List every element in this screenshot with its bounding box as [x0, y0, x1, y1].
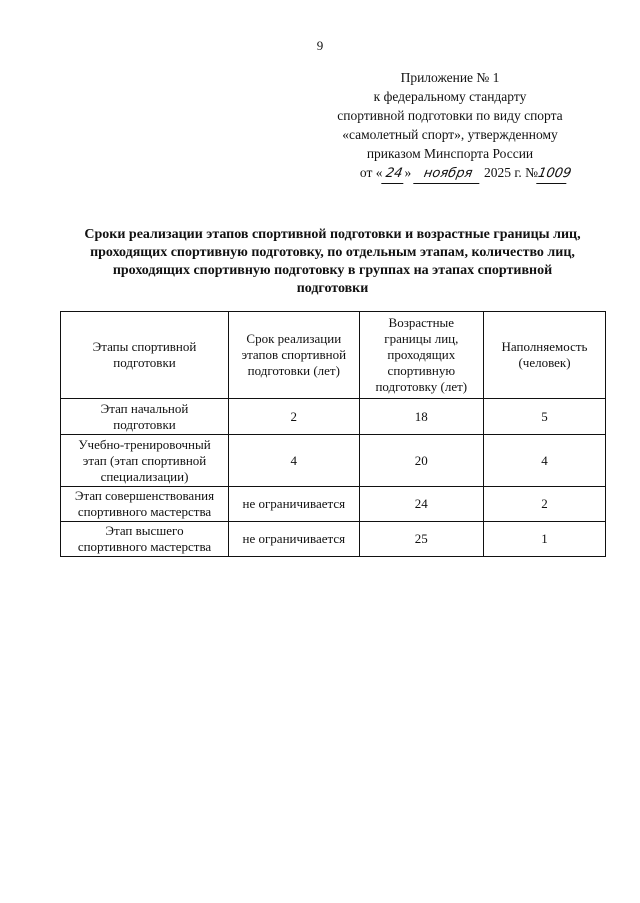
table-row: [61, 435, 606, 487]
header-text: проходящих: [387, 347, 456, 362]
appendix-line: «самолетный спорт», утвержденному: [342, 127, 558, 142]
cell-age: 25: [359, 522, 483, 557]
header-text: подготовки: [113, 355, 176, 370]
page-number: 9: [316, 38, 324, 53]
cell-age: 18: [359, 399, 483, 435]
cell-text: Этап совершенствования: [74, 488, 215, 503]
cell-text: спортивного мастерства: [77, 504, 212, 519]
header-text: Срок реализации: [246, 331, 342, 346]
order-number-handwritten: 1009: [536, 164, 570, 184]
title-line: подготовки: [296, 281, 369, 296]
header-text: границы лиц,: [384, 331, 459, 346]
appendix-line: приказом Минспорта России: [366, 146, 534, 161]
order-year: 2025 г. №: [484, 165, 539, 180]
cell-term: 2: [229, 399, 360, 435]
table-row: [61, 399, 606, 435]
order-date-line: [310, 163, 590, 184]
cell-stage: [61, 487, 229, 522]
order-day-handwritten: 24: [381, 164, 407, 184]
title-line: проходящих спортивную подготовку в группах на этапах спортивной: [112, 263, 553, 278]
cell-term: не ограничивается: [229, 522, 360, 557]
document-title: [60, 226, 605, 298]
title-line: Сроки реализации этапов спортивной подготовки и возрастные границы лиц,: [84, 227, 581, 242]
header-age: [359, 312, 483, 399]
table-header-row: [61, 312, 606, 399]
cell-term: не ограничивается: [229, 487, 360, 522]
header-size: [484, 312, 606, 399]
appendix-line: спортивной подготовки по виду спорта: [337, 108, 563, 123]
cell-size: 2: [484, 487, 606, 522]
header-text: Возрастные: [388, 315, 455, 330]
cell-text: спортивного мастерства: [77, 539, 212, 554]
order-month-handwritten: ноября: [413, 164, 483, 184]
cell-size: 4: [484, 435, 606, 487]
cell-stage: [61, 435, 229, 487]
appendix-line: Приложение № 1: [400, 70, 500, 85]
cell-text: Этап высшего: [105, 523, 184, 538]
cell-text: подготовки: [113, 416, 176, 432]
header-text: этапов спортивной: [241, 347, 347, 362]
cell-term: 4: [229, 435, 360, 487]
header-term: [229, 312, 360, 399]
cell-age: 20: [359, 435, 483, 487]
cell-age: 24: [359, 487, 483, 522]
title-line: проходящих спортивную подготовку, по отдельным этапам, количество лиц,: [90, 245, 575, 260]
header-text: подготовку (лет): [375, 379, 468, 394]
header-stage: [61, 312, 229, 399]
order-mid: »: [404, 165, 412, 180]
cell-text: Учебно-тренировочный: [78, 436, 211, 452]
stages-table: [60, 311, 606, 557]
cell-size: 1: [484, 522, 606, 557]
table-row: [61, 487, 606, 522]
header-text: (человек): [518, 355, 571, 370]
order-prefix: от «: [359, 165, 383, 180]
appendix-header: [310, 68, 590, 184]
header-text: спортивную: [387, 363, 456, 378]
header-text: подготовки (лет): [247, 363, 340, 378]
cell-stage: [61, 522, 229, 557]
header-text: Этапы спортивной: [92, 339, 197, 354]
appendix-line: к федеральному стандарту: [373, 89, 527, 104]
cell-text: этап (этап спортивной: [82, 452, 207, 468]
cell-text: специализации): [100, 468, 189, 484]
cell-stage: [61, 399, 229, 435]
cell-text: Этап начальной: [100, 400, 189, 416]
header-text: Наполняемость: [501, 339, 588, 354]
cell-size: 5: [484, 399, 606, 435]
table-row: [61, 522, 606, 557]
